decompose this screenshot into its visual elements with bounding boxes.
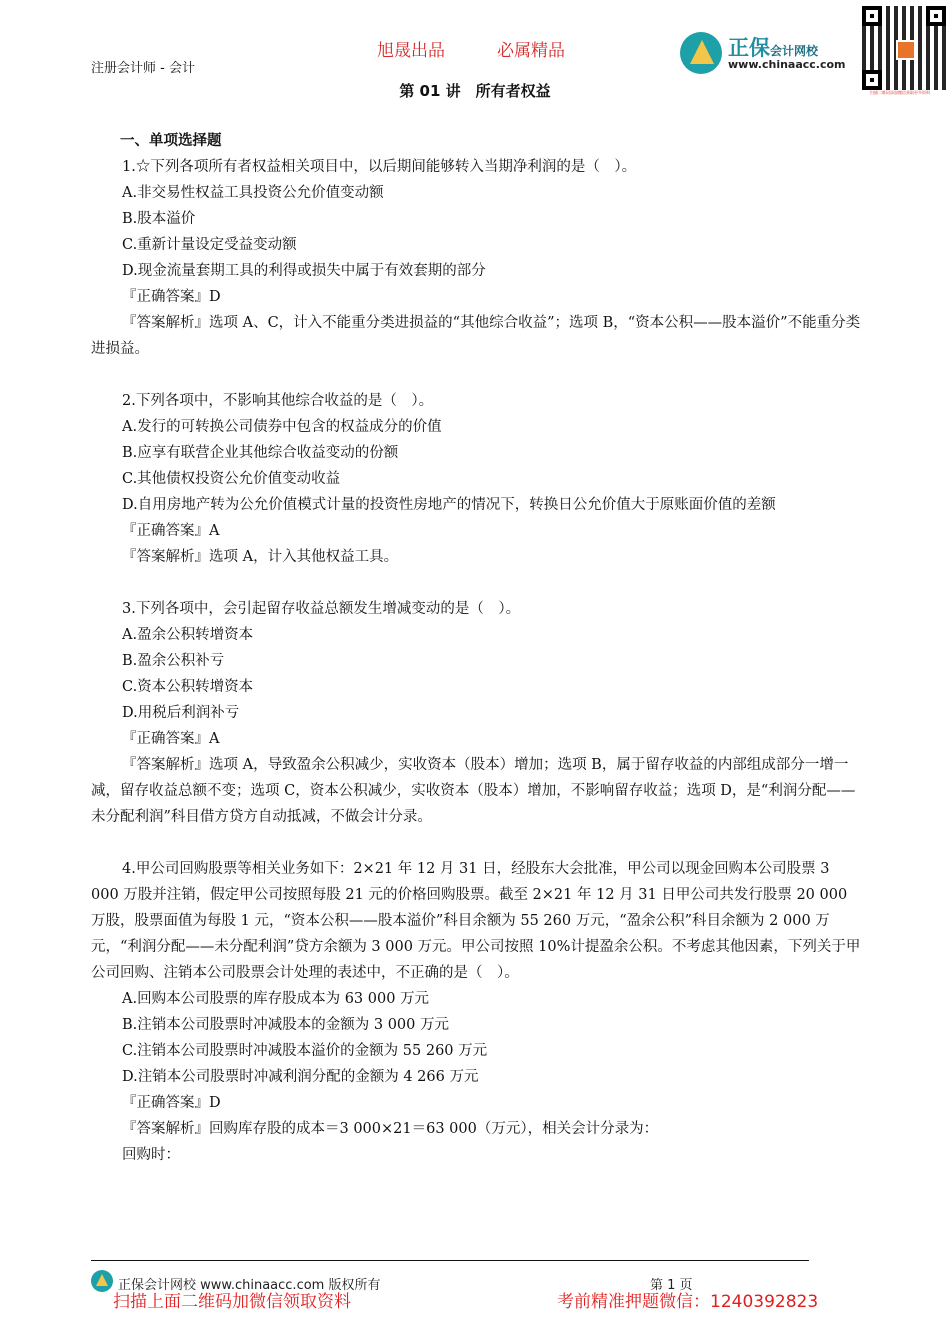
promo-left: 扫描上面二维码加微信领取资料 xyxy=(113,1292,351,1312)
footer-copyright: 正保会计网校 www.chinaacc.com 版权所有 xyxy=(118,1278,381,1293)
document-body xyxy=(91,128,861,1168)
question-3-option-c: C.资本公积转增资本 xyxy=(122,679,254,695)
logo-name: 正保 xyxy=(728,36,770,60)
question-3-analysis: 『答案解析』选项 A，导致盈余公积减少，实收资本（股本）增加；选项 B，属于留存收益的内部组成部分一增一减，留存收益总额不变；选项 C，资本公积减少，实收资本（股本）增加，不影响留存收益；选项 D，是“利润分配——未分配利润”科目借方贷方自动抵减，不做会计分录。 xyxy=(91,757,856,825)
logo-mark-icon xyxy=(680,32,722,74)
question-2-analysis: 『答案解析』选项 A，计入其他权益工具。 xyxy=(122,549,399,565)
question-3-answer: 『正确答案』A xyxy=(122,731,220,747)
question-4-option-c: C.注销本公司股票时冲减股本溢价的金额为 55 260 万元 xyxy=(122,1043,488,1059)
question-4-extra: 回购时： xyxy=(122,1147,180,1163)
promo-right: 考前精准押题微信：1240392823 xyxy=(557,1292,819,1312)
page-number: 第 1 页 xyxy=(650,1278,693,1293)
question-2-option-a: A.发行的可转换公司债券中包含的权益成分的价值 xyxy=(122,419,442,435)
question-2-option-c: C.其他债权投资公允价值变动收益 xyxy=(122,471,341,487)
course-name: 注册会计师 - 会计 xyxy=(91,61,195,76)
footer-divider xyxy=(91,1260,809,1261)
question-3-option-b: B.盈余公积补亏 xyxy=(122,653,225,669)
lecture-title: 第 01 讲 所有者权益 xyxy=(399,82,551,100)
question-2-option-d: D.自用房地产转为公允价值模式计量的投资性房地产的情况下，转换日公允价值大于原账面价值的差额 xyxy=(122,497,776,513)
question-4-option-b: B.注销本公司股票时冲减股本的金额为 3 000 万元 xyxy=(122,1017,449,1033)
question-4-option-d: D.注销本公司股票时冲减利润分配的金额为 4 266 万元 xyxy=(122,1069,479,1085)
question-stem-1: 1.☆下列各项所有者权益相关项目中，以后期间能够转入当期净利润的是（ ）。 xyxy=(122,159,637,175)
question-4-option-a: A.回购本公司股票的库存股成本为 63 000 万元 xyxy=(122,991,430,1007)
slogan-left: 旭晟出品 xyxy=(377,41,445,61)
question-4-answer: 『正确答案』D xyxy=(122,1095,221,1111)
question-2-option-b: B.应享有联营企业其他综合收益变动的份额 xyxy=(122,445,399,461)
qr-code-icon xyxy=(862,6,946,90)
logo-url: www.chinaacc.com xyxy=(728,58,846,71)
question-stem-4: 4.甲公司回购股票等相关业务如下：2×21 年 12 月 31 日，经股东大会批准，甲公司以现金回购本公司股票 3 000 万股并注销，假定甲公司按照每股 21 元的价格回购股票。截至 2×21 年 12 月 31 日甲公司共发行股票 20 000 万股，股票面值为每股 1 元，“资本公积——股本溢价”科目余额为 55 260 万元，“盈余公积”科目余额为 2 000 万元，“利润分配——未分配利润”贷方余额为 3 000 万元。甲公司按照 10%计提盈余公积。不考虑其他因素，下列关于甲公司回购、注销本公司股票会计处理的表述中，不正确的是（ ）。 xyxy=(91,861,861,981)
chinaacc-logo xyxy=(680,32,860,82)
question-3-option-a: A.盈余公积转增资本 xyxy=(122,627,254,643)
question-2-answer: 『正确答案』A xyxy=(122,523,220,539)
slogan-right: 必属精品 xyxy=(497,41,565,61)
question-stem-2: 2.下列各项中，不影响其他综合收益的是（ ）。 xyxy=(122,393,434,409)
question-1-option-c: C.重新计量设定受益变动额 xyxy=(122,237,297,253)
footer-logo-icon xyxy=(91,1270,113,1292)
question-stem-3: 3.下列各项中，会引起留存收益总额发生增减变动的是（ ）。 xyxy=(122,601,521,617)
question-1-analysis: 『答案解析』选项 A、C，计入不能重分类进损益的“其他综合收益”；选项 B，“资本公积——股本溢价”不能重分类进损益。 xyxy=(91,315,861,357)
question-3-option-d: D.用税后利润补亏 xyxy=(122,705,240,721)
question-1-option-b: B.股本溢价 xyxy=(122,211,196,227)
section-title: 一、单项选择题 xyxy=(120,133,222,149)
question-4-analysis: 『答案解析』回购库存股的成本＝3 000×21＝63 000（万元），相关会计分录为： xyxy=(122,1121,659,1137)
logo-sub: 会计网校 xyxy=(770,44,819,58)
question-1-option-a: A.非交易性权益工具投资公允价值变动额 xyxy=(122,185,384,201)
qr-caption: 扫描二维码添加微信获取更多资料 xyxy=(870,90,930,95)
question-1-answer: 『正确答案』D xyxy=(122,289,221,305)
question-1-option-d: D.现金流量套期工具的利得或损失中属于有效套期的部分 xyxy=(122,263,486,279)
